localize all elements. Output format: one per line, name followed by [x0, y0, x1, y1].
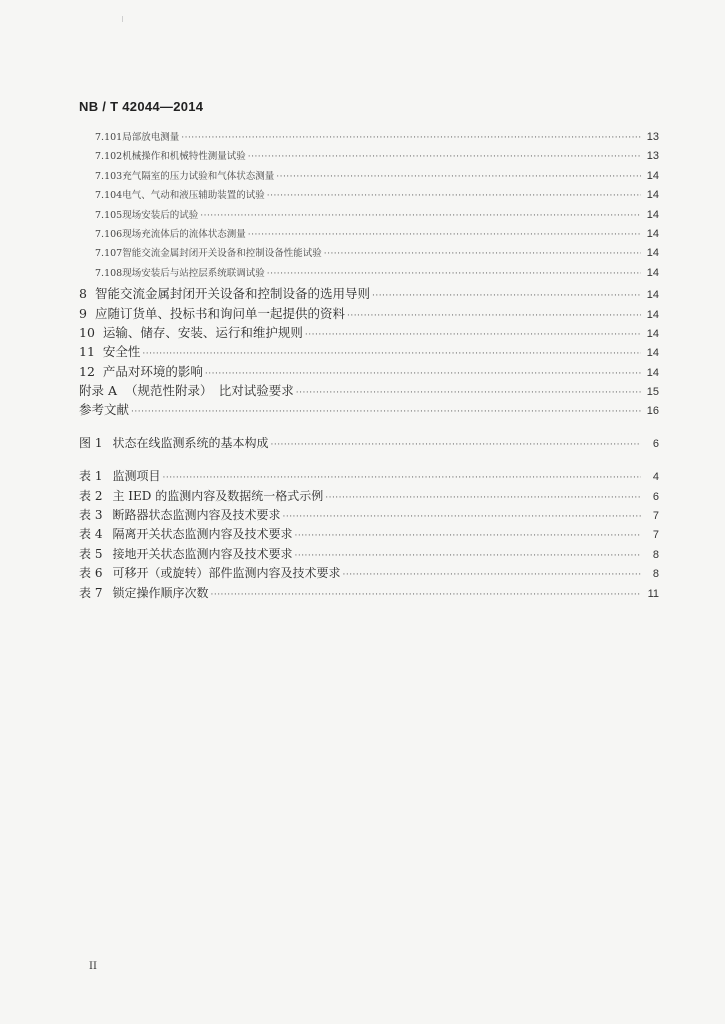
- table-number: 表 5: [79, 546, 103, 561]
- toc-entry-page: 14: [646, 227, 659, 240]
- toc-entry-number: 7.103: [95, 170, 123, 182]
- table-number: 表 4: [79, 527, 103, 542]
- toc-entry[interactable]: [79, 207, 659, 226]
- figure-number: 图 1: [79, 435, 103, 450]
- toc-entry[interactable]: [79, 265, 659, 284]
- toc-entry-number: 11: [79, 344, 95, 360]
- toc-entry-number: 12: [79, 363, 95, 379]
- toc-entry-page: 16: [646, 405, 659, 418]
- toc-entry-page: 15: [646, 386, 659, 399]
- toc-entry-page: 14: [646, 327, 659, 340]
- table-page: 7: [652, 510, 659, 523]
- dot-leader: [324, 249, 641, 259]
- page-number: II: [89, 961, 97, 972]
- toc-entry-number: 7.106: [95, 228, 123, 240]
- table-title: 接地开关状态监测内容及技术要求: [112, 546, 293, 561]
- dot-leader: [282, 512, 641, 522]
- toc-entry-page: 13: [646, 150, 659, 163]
- toc-entry[interactable]: [79, 400, 659, 419]
- table-number: 表 2: [79, 488, 103, 503]
- toc-entry-title: 参考文献: [79, 402, 130, 418]
- toc-entry-page: 14: [646, 208, 659, 221]
- table-page: 11: [647, 587, 659, 600]
- table-page: 4: [652, 471, 659, 484]
- toc-entry-number: 7.101: [95, 132, 123, 143]
- table-list-entry[interactable]: [79, 545, 659, 564]
- toc-entry-page: 13: [646, 131, 659, 143]
- dot-leader: [181, 133, 641, 143]
- toc-entry-number: 7.105: [95, 209, 123, 221]
- dot-leader: [131, 407, 641, 417]
- table-list-entry[interactable]: [79, 525, 659, 544]
- toc-entry[interactable]: [79, 284, 659, 303]
- toc-entry[interactable]: [79, 323, 659, 342]
- toc-entry[interactable]: [79, 304, 659, 323]
- dot-leader: [296, 388, 641, 398]
- dot-leader: [270, 440, 641, 450]
- dot-leader: [294, 531, 641, 541]
- dot-leader: [200, 211, 641, 221]
- toc-entry-number: 7.102: [95, 151, 123, 163]
- table-title: 锁定操作顺序次数: [112, 585, 209, 600]
- table-page: 8: [652, 568, 659, 581]
- toc-entry[interactable]: [79, 362, 659, 381]
- dot-leader: [210, 590, 641, 600]
- toc-entry-number: 附录 A: [79, 383, 118, 399]
- figure-page: 6: [652, 437, 659, 450]
- toc-entry-title: 应随订货单、投标书和询问单一起提供的资料: [94, 305, 345, 321]
- toc-entry-page: 14: [646, 308, 659, 321]
- section-gap: [79, 453, 659, 467]
- table-number: 表 1: [79, 469, 103, 484]
- toc-entry-title: 产品对环境的影响: [102, 363, 203, 379]
- toc-entry-title: 充气隔室的压力试验和气体状态测量: [122, 170, 275, 182]
- toc-entry-number: 7.108: [95, 267, 123, 279]
- toc-entry-title: 局部放电测量: [122, 132, 180, 143]
- dot-leader: [305, 330, 641, 340]
- toc-entry[interactable]: [79, 226, 659, 245]
- table-page: 8: [652, 548, 659, 561]
- toc-entry-page: 14: [646, 366, 659, 379]
- toc-entry-page: 14: [646, 266, 659, 279]
- toc-entry-number: 9: [79, 305, 87, 321]
- toc-entry-title: 电气、气动和液压辅助装置的试验: [122, 190, 265, 202]
- dot-leader: [267, 269, 641, 279]
- table-title: 可移开（或旋转）部件监测内容及技术要求: [112, 566, 341, 581]
- dot-leader: [248, 152, 641, 162]
- dot-leader: [347, 311, 641, 321]
- toc-entry[interactable]: [79, 129, 659, 148]
- dot-leader: [276, 172, 641, 182]
- toc-entry-title: 运输、储存、安装、运行和维护规则: [102, 324, 303, 340]
- toc-entry[interactable]: [79, 381, 659, 400]
- toc-entry-page: 14: [646, 169, 659, 182]
- toc-entry-number: 8: [79, 286, 87, 302]
- table-number: 表 7: [79, 585, 103, 600]
- table-list-entry[interactable]: [79, 487, 659, 506]
- standard-code-header: NB / T 42044—2014: [79, 99, 204, 114]
- table-list-entry[interactable]: [79, 506, 659, 525]
- toc-entry-title: 智能交流金属封闭开关设备和控制设备性能试验: [122, 248, 322, 260]
- table-list-entry[interactable]: [79, 584, 659, 603]
- table-list-entry[interactable]: [79, 467, 659, 486]
- figure-title: 状态在线监测系统的基本构成: [112, 435, 269, 450]
- table-of-contents: [79, 129, 659, 603]
- toc-entry-number: 10: [79, 324, 95, 340]
- scan-mark: [122, 16, 123, 22]
- table-title: 监测项目: [112, 469, 161, 484]
- dot-leader: [248, 230, 641, 240]
- section-gap: [79, 420, 659, 434]
- dot-leader: [294, 551, 641, 561]
- figure-list-entry[interactable]: [79, 434, 659, 453]
- toc-entry-page: 14: [646, 347, 659, 360]
- dot-leader: [372, 291, 641, 301]
- table-number: 表 3: [79, 508, 103, 523]
- toc-entry-page: 14: [646, 189, 659, 202]
- dot-leader: [325, 493, 641, 503]
- toc-entry[interactable]: [79, 148, 659, 167]
- toc-entry-title: 现场安装后的试验: [122, 209, 199, 221]
- toc-entry-title: 现场安装后与站控层系统联调试验: [122, 267, 265, 279]
- toc-entry-page: 14: [646, 289, 659, 302]
- dot-leader: [142, 349, 641, 359]
- dot-leader: [342, 570, 641, 580]
- dot-leader: [162, 473, 641, 483]
- dot-leader: [267, 191, 641, 201]
- toc-entry[interactable]: [79, 168, 659, 187]
- toc-entry-title: 机械操作和机械特性测量试验: [122, 151, 246, 163]
- table-title: 断路器状态监测内容及技术要求: [112, 508, 281, 523]
- table-page: 7: [652, 529, 659, 542]
- table-title: 隔离开关状态监测内容及技术要求: [112, 527, 293, 542]
- dot-leader: [205, 369, 641, 379]
- toc-entry-title: 安全性: [102, 344, 141, 360]
- toc-entry-number: 7.107: [95, 248, 123, 260]
- toc-entry[interactable]: [79, 342, 659, 361]
- toc-entry-page: 14: [646, 247, 659, 260]
- table-number: 表 6: [79, 566, 103, 581]
- toc-entry-title: （规范性附录） 比对试验要求: [125, 383, 294, 399]
- toc-entry-number: 7.104: [95, 190, 123, 202]
- table-list-entry[interactable]: [79, 564, 659, 583]
- toc-entry-title: 现场充流体后的流体状态测量: [122, 228, 246, 240]
- table-page: 6: [652, 490, 659, 503]
- table-title: 主 IED 的监测内容及数据统一格式示例: [112, 488, 324, 503]
- toc-entry[interactable]: [79, 245, 659, 264]
- toc-entry[interactable]: [79, 187, 659, 206]
- toc-entry-title: 智能交流金属封闭开关设备和控制设备的选用导则: [94, 286, 370, 302]
